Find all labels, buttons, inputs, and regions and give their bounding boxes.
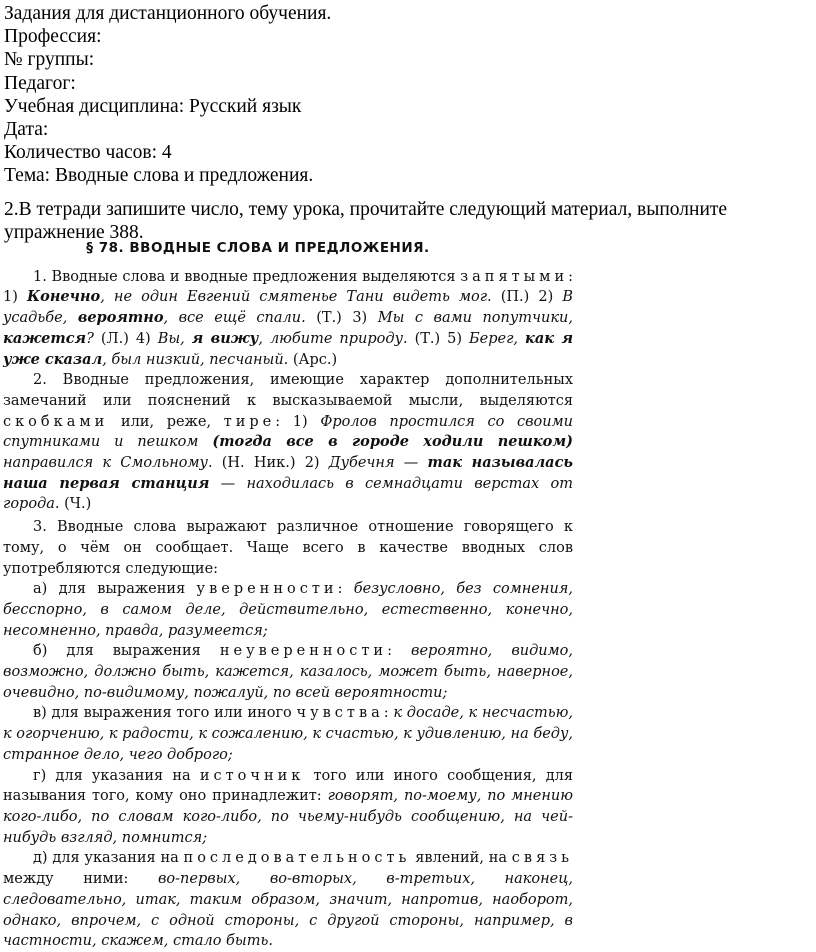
- task-instructions: 2.В тетради запишите число, тему урока, прочитайте следующий материал, выполните упражнение 388.: [4, 199, 728, 244]
- item-text: д) для указания на: [33, 850, 184, 867]
- list-item-a: [3, 579, 573, 641]
- item-text: :: [337, 581, 354, 598]
- example-bold: я вижу: [191, 329, 259, 347]
- example: , все ещё спали.: [163, 310, 306, 327]
- group-field: № группы:: [4, 49, 95, 71]
- example: Фролов простился со своими спутниками и пешком: [3, 413, 573, 451]
- item-examples: безусловно, без сомнения, бесспорно, в самом деле, действительно, естественно, конечно, несомненно, правда, разумеется;: [3, 581, 573, 639]
- item-text: между ними:: [3, 871, 158, 888]
- hours-field: Количество часов: 4: [4, 142, 172, 164]
- example-bold: так называлась наша первая станция: [3, 454, 573, 492]
- date-field: Дата:: [4, 119, 49, 141]
- source: (Ч.): [59, 496, 92, 513]
- p2-text: 2. Вводные предложения, имеющие характер дополнительных замечаний или пояснений к высказываемой мысли, выделяются: [3, 372, 573, 409]
- example: , любите природу.: [258, 330, 408, 347]
- example: Мы с вами попутчики,: [377, 310, 573, 327]
- item-text: в) для выражения того или иного: [33, 705, 297, 722]
- item-examples: вероятно, видимо, возможно, должно быть, кажется, казалось, может быть, наверное, очевидно, по-видимому, пожалуй, по всей вероятности;: [3, 643, 573, 701]
- example-bold: как я уже сказал: [3, 329, 573, 368]
- source: (Т.) 5): [407, 330, 469, 347]
- teacher-field: Педагог:: [4, 72, 76, 94]
- discipline-field: Учебная дисциплина: Русский язык: [4, 95, 302, 117]
- item-text: :: [383, 705, 394, 722]
- item-text: :: [387, 643, 412, 660]
- example: ?: [86, 330, 94, 347]
- p2-spaced: тире: [223, 413, 276, 430]
- textbook-excerpt: [3, 238, 573, 952]
- profession-field: Профессия:: [4, 26, 102, 48]
- item-text: того или иного сообщения, для называния того, кому оно принадлежит:: [3, 767, 573, 805]
- item-text: явлений, на: [410, 850, 512, 867]
- source: (Т.) 3): [305, 310, 378, 327]
- example: — находилась в семнадцати верстах от города.: [3, 475, 573, 513]
- source: (П.) 2): [491, 289, 563, 306]
- p2-text: : 1): [275, 413, 321, 430]
- example-bold: вероятно: [77, 309, 164, 327]
- example: направился к Смольному.: [3, 455, 213, 472]
- p1-text: 1. Вводные слова и вводные предложения выделяются: [33, 268, 461, 285]
- item-text: а) для выражения: [33, 581, 197, 598]
- topic-field: Тема: Вводные слова и предложения.: [4, 165, 314, 187]
- item-spaced: неуверенности: [219, 643, 388, 660]
- example: , был низкий, песчаный.: [102, 351, 289, 368]
- example-bold: кажется: [3, 329, 87, 347]
- list-item-d: [3, 848, 573, 952]
- section-heading: § 78. ВВОДНЫЕ СЛОВА И ПРЕДЛОЖЕНИЯ.: [86, 240, 430, 256]
- header-title: Задания для дистанционного обучения.: [4, 3, 332, 24]
- example-bold: Конечно: [26, 288, 101, 306]
- source: (Арс.): [288, 351, 338, 368]
- item-spaced: источник: [199, 767, 305, 784]
- item-spaced: уверенности: [196, 581, 338, 598]
- item-spaced: последовательность: [183, 850, 411, 867]
- paragraph-1: [3, 267, 573, 371]
- item-examples: к досаде, к несчастью, к огорчению, к радости, к сожалению, к счастью, к удивлению, на беду, странное дело, чего доброго;: [3, 705, 573, 763]
- p1-text: : 1): [3, 268, 573, 306]
- source: (Н. Ник.) 2): [212, 455, 329, 472]
- example: Дубечня —: [328, 455, 428, 472]
- example-bold: (тогда все в городе ходили пешком): [212, 433, 573, 451]
- example: В усадьбе,: [3, 289, 574, 327]
- item-examples: говорят, по-моему, по мнению кого-либо, по словам кого-либо, по чьему-нибудь сообщению, на чей-нибудь взгляд, помнится;: [3, 788, 574, 846]
- assignment-header: [4, 2, 804, 188]
- p2-text: или, реже,: [108, 413, 224, 430]
- list-item-v: [3, 703, 573, 765]
- paragraph-3: 3. Вводные слова выражают различное отношение говорящего к тому, о чём он сообщает. Чаще всего в качестве вводных слов употребляются следующие:: [3, 519, 573, 577]
- item-text: б) для выражения: [33, 643, 220, 660]
- list-item-g: [3, 766, 573, 849]
- item-spaced: связь: [511, 850, 574, 867]
- item-text: г) для указания на: [33, 767, 200, 784]
- paragraph-2: [3, 370, 573, 515]
- p1-spaced: запятыми: [460, 268, 569, 285]
- example: Берег,: [469, 330, 526, 347]
- item-examples: во-первых, во-вторых, в-третьих, наконец, следовательно, итак, таким образом, значит, напротив, наоборот, однако, впрочем, с одной стороны, с другой стороны, например, в частности, скажем, стало быть.: [3, 871, 573, 950]
- source: (Л.) 4): [93, 330, 158, 347]
- example: , не один Евгений смятенье Тани видеть мог.: [100, 289, 492, 306]
- example: Вы,: [157, 330, 192, 347]
- item-spaced: чувства: [296, 705, 384, 722]
- list-item-b: [3, 641, 573, 703]
- p2-spaced: скобками: [3, 413, 109, 430]
